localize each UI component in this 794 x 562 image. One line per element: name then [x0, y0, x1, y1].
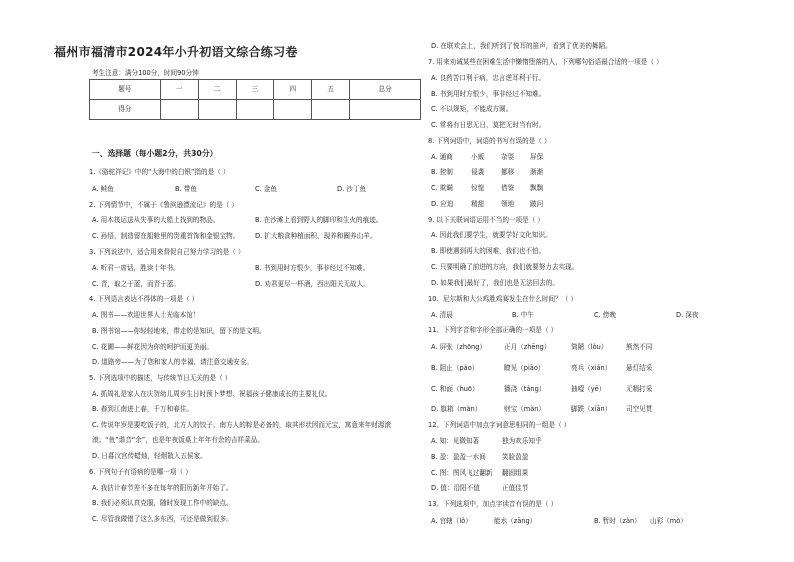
- score-cell: [312, 100, 350, 120]
- question-13: 13、下列选项中，加点字读音有误的是（ ）: [428, 500, 558, 508]
- score-row-label: 得分: [90, 100, 161, 120]
- option-word: 侵袭: [471, 168, 485, 176]
- option: A. 鲑鱼: [92, 185, 114, 193]
- option-word: 飘飘: [530, 184, 544, 192]
- option: D. 旗箱（màn）: [431, 405, 482, 413]
- option: A. 用木筏运送从失事的大船上找到的物品。: [92, 216, 220, 224]
- option: C. 尽管我做错了这么多东西，可还是做到很多。: [92, 515, 233, 523]
- option: C. 孙悟，制造留在船舱里的贵重首饰和金银宝物。: [92, 232, 240, 240]
- option-continued: 滚；“鱼”谐音“余”，也是年夜饭桌上年年有余的吉祥菜品。: [92, 436, 264, 444]
- option: C. 金鱼: [255, 185, 277, 193]
- option: A. 清晨: [431, 311, 453, 319]
- option-word: 抽噎（yē）: [571, 385, 606, 393]
- score-table-score-row: [90, 100, 421, 120]
- option: B. 带鱼: [175, 185, 197, 193]
- option: B. 书到用时方恨少，事非经过不知难。: [431, 90, 546, 98]
- score-cell: [236, 100, 274, 120]
- option: B. 春到江南进上春，千万和春住。: [92, 405, 194, 413]
- option-word: 领地: [501, 200, 515, 208]
- option: A. 因此我们要学生，就要学好文化知识。: [431, 231, 552, 239]
- option-word: 财宝（màn）: [504, 405, 546, 413]
- option: A. 抓周礼是家人在庆贺幼儿周岁生日时预卜梦想、祝福孩子健康成长的主要礼仪。: [92, 390, 332, 398]
- option: D. 扩大粮食种植面积，现养和圈养山羊。: [255, 232, 377, 240]
- option-word: 笑脸盈盈: [502, 453, 529, 461]
- question-6: 6. 下列句子有语病的是哪一项（ ）: [89, 468, 192, 476]
- option-word: 渐渐: [530, 168, 544, 176]
- option-word: 屏保: [530, 153, 544, 161]
- score-cell: [198, 100, 236, 120]
- option-word: 播浇（táng）: [504, 385, 546, 393]
- score-header-cell: 题号: [90, 80, 161, 100]
- option-word: 司空见贯: [626, 405, 653, 413]
- option: B. 在沙滩上看到野人的脚印和生火的痕迹。: [255, 216, 383, 224]
- option: C. 和面（huō）: [431, 385, 479, 393]
- score-cell: [350, 100, 421, 120]
- option-word: 亮兵（xián）: [571, 364, 612, 372]
- option-word: 瞭见（piāo）: [504, 364, 545, 372]
- option: D. 劝君更尽一杯酒，西出阳关无故人。: [255, 280, 370, 288]
- score-cell: [160, 100, 198, 120]
- score-header-cell: 三: [236, 80, 274, 100]
- option: A. 知：见微知著: [431, 437, 480, 445]
- score-header-cell: 总分: [350, 80, 421, 100]
- option: B. 盈：盈盈一水间: [431, 453, 486, 461]
- option: D. 值：沿阳不值: [431, 484, 480, 492]
- score-header-cell: 四: [274, 80, 312, 100]
- question-11: 11、下列字音和字形全部正确的一项是（ ）: [428, 326, 558, 334]
- option-word: 借鉴: [501, 184, 515, 192]
- option-word: 小贩: [471, 153, 485, 161]
- option-word: 精甜: [471, 200, 485, 208]
- option-word: 悬灯结采: [626, 364, 653, 372]
- question-9: 9. 以下关联词语运用不当的一项是（ ）: [428, 216, 544, 224]
- option-word: 正值佳节: [502, 484, 529, 492]
- question-5: 5. 下列选项中的描述，与传统节日无关的是（ ）: [89, 374, 232, 382]
- option-word: 独为欢乐知乎: [502, 437, 542, 445]
- option: A. 屏张（zhōng）: [431, 343, 487, 351]
- option: D. 沙丁鱼: [337, 185, 367, 193]
- option: C. 欺瞒: [431, 184, 453, 192]
- option: D. 如果我们最好了，我们也是无法回去的。: [431, 279, 559, 287]
- option-word: 简陋（lòu）: [571, 343, 608, 351]
- option: A. 听君一席话，胜读十年书。: [92, 264, 180, 272]
- option: D. 道路旁——为了您和家人的幸福，请注意交通安全。: [92, 358, 253, 366]
- score-header-cell: 一: [160, 80, 198, 100]
- option-word: 正月（zhēng）: [504, 343, 551, 351]
- option-word: 杂耍: [501, 153, 515, 161]
- option: C. 传说年岁是要吃饭子的，北方人的饺子、南方人的粽是必备的，取其形状因而元宝，寓意来年财源滚: [92, 421, 391, 429]
- option: B. 即使遇到再大的困难，我们也不怕。: [431, 247, 546, 255]
- option: B. 阻止（páo）: [431, 364, 479, 372]
- option-word: 翻固组果: [502, 469, 529, 477]
- option: D. 应迫: [431, 200, 454, 208]
- option: A. 官辖（lǒ）: [431, 517, 472, 525]
- question-7: 7. 用来劝诫某些在困难生活中懒惰堕落的人，下列哪句俗语最合适的一项是（ ）: [428, 58, 663, 66]
- option-word: 惊惶: [471, 184, 485, 192]
- option-word: 山彩（mò）: [650, 517, 687, 525]
- option: C. 青，取之于蓝，而青于蓝。: [92, 280, 180, 288]
- question-12: 12、下列词语中加点字词意思相同的一组是（ ）: [428, 421, 571, 429]
- option: B. 书到用时方恨少，事非经过不知难。: [255, 264, 370, 272]
- option: C. 不以规矩，不能成方圆。: [431, 105, 513, 113]
- option: C. 只要明确了前进的方向，我们就要努力去实现。: [431, 263, 579, 271]
- option: A. 图书——欢迎世界人士光临本馆！: [92, 311, 200, 319]
- option-word: 无精打采: [626, 385, 653, 393]
- question-8: 8. 下列词语中，词语的书写有误的是（ ）: [428, 137, 551, 145]
- score-header-cell: 二: [198, 80, 236, 100]
- score-cell: [274, 100, 312, 120]
- option: A. 我估计春节差不多在每年的阳历新年开始了。: [92, 484, 233, 492]
- option: D. 在联欢会上，我们听到了悦耳的笛声，看到了优美的舞蹈。: [431, 42, 612, 50]
- score-table-header-row: [90, 80, 421, 100]
- section-heading: 一、选择题（每小题2分，共30分）: [92, 149, 218, 158]
- option-word: 能水（zāng）: [494, 517, 537, 525]
- score-header-cell: 五: [312, 80, 350, 100]
- score-table: [89, 79, 421, 120]
- title: 福州市福清市2024年小升初语文综合练习卷: [54, 45, 298, 59]
- option: B. 暂时（zàn）: [594, 517, 641, 525]
- option-word: 跛问: [530, 200, 544, 208]
- question-1: 1.《骆驼祥记》中的“大海中的白银”指的是（ ）: [89, 168, 230, 176]
- option: B. 控制: [431, 168, 453, 176]
- option: C. 花圃——鲜花因为你的呵护而更美丽。: [92, 343, 213, 351]
- option: A. 通商: [431, 153, 453, 161]
- option: C. 傍晚: [594, 311, 616, 319]
- option: A. 良药苦口利于病，忠言逆耳利于行。: [431, 74, 546, 82]
- option: B. 图书馆——你轻轻地来，带走的是知识，留下的是文明。: [92, 327, 266, 335]
- option: C. 图：图风飞过翻新: [431, 469, 493, 477]
- question-2: 2. 下列情节中，不属于《鲁滨逊漂流记》的是（ ）: [89, 201, 238, 209]
- question-4: 4. 下列语言表达不得体的一项是（ ）: [89, 295, 199, 303]
- option-word: 熊然不同: [626, 343, 653, 351]
- option: D. 日暮汉宫传蜡烛，轻烟散入五侯家。: [92, 452, 207, 460]
- option: B. 中午: [512, 311, 534, 319]
- question-3: 3. 下列说法中，适合用来督促自己努力学习的是（ ）: [89, 248, 245, 256]
- subtitle: 考生注意：满分100分，时间90分钟: [92, 69, 199, 77]
- option-word: 挪移: [501, 168, 515, 176]
- question-10: 10、尼尔斯和大公鸡胜鸡赛发生在什么时间？（ ）: [428, 295, 577, 303]
- option: C. 常将有日思无日，莫把无时当有时。: [431, 121, 546, 129]
- option: D. 深夜: [676, 311, 699, 319]
- option: B. 我们必须认真克服，随时发现工作中的缺点。: [92, 499, 233, 507]
- option-word: 脚跌（xiān）: [571, 405, 612, 413]
